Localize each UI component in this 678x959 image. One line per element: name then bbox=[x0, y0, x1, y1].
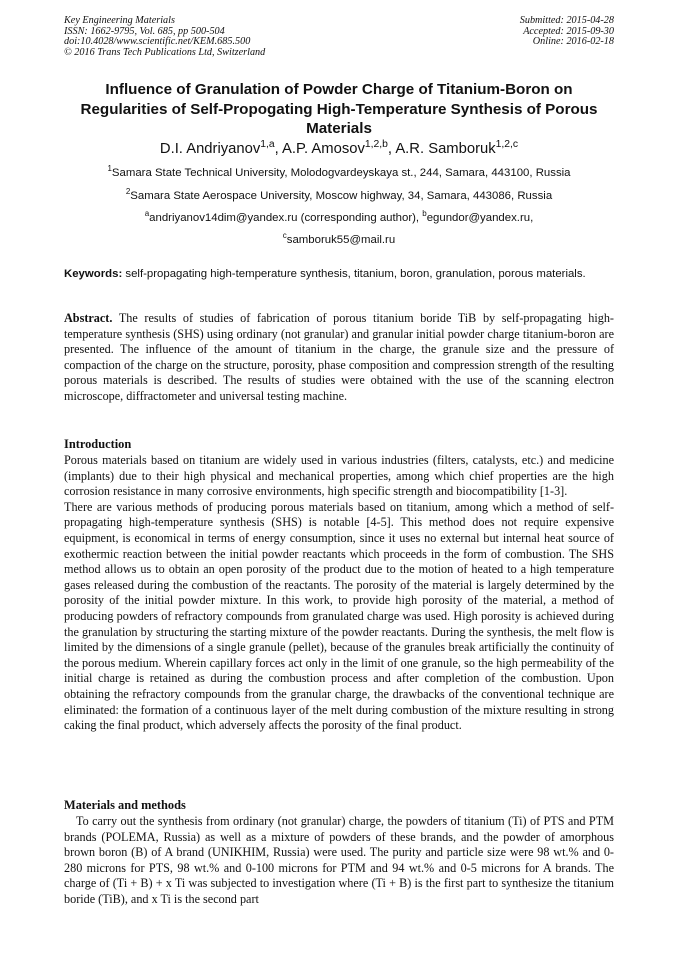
keywords-label: Keywords: bbox=[64, 268, 123, 280]
abstract-label: Abstract. bbox=[64, 311, 113, 325]
abstract-block bbox=[64, 311, 614, 405]
submitted-date: Submitted: 2015-04-28 bbox=[519, 15, 614, 26]
author-separator: , bbox=[274, 141, 283, 157]
abstract-text: The results of studies of fabrication of porous titanium boride TiB by self-propagating high-temperature synthesis (SHS) using ordinary (not granular) and granular initial powder charge titanium-boron are presented. The influence of the amount of titanium in the charge, the granule size and the pressure of compaction of the charge on the structure, porosity, phase composition and compression strength of the resulting porous materials is described. The results of studies were obtained with the use of the scanning electron microscope, diffractometer and universal testing machine. bbox=[64, 311, 614, 403]
introduction-body bbox=[64, 453, 614, 734]
affiliation-text: Samara State Technical University, Molodogvardeyskaya st., 244, Samara, 443100, Russia bbox=[111, 167, 571, 179]
email-marker: b bbox=[422, 209, 427, 219]
introduction-heading: Introduction bbox=[64, 437, 132, 451]
affiliation-marker: 2 bbox=[125, 187, 131, 197]
doi-line[interactable]: doi:10.4028/www.scientific.net/KEM.685.500 bbox=[64, 36, 251, 48]
author-name: A.R. Samboruk bbox=[395, 141, 496, 157]
copyright-line: © 2016 Trans Tech Publications Ltd, Switzerland bbox=[64, 46, 266, 58]
materials-paragraph: To carry out the synthesis from ordinary (not granular) charge, the powders of titanium (Ti) of PTS and PTM brands (POLEMA, Russia) as well as a mixture of powders of these brands, and the powder of amorphous brown boron (B) of A brand (UNIKHIM, Russia) were used. The purity and particle size were 98 wt.% and 0-280 microns for PTS, 98 wt.% and 0-100 microns for PTM and 94 wt.% and 0-5 microns for A brands. The charge of (Ti + B) + x Ti was subjected to investigation where (Ti + B) is the first part to synthesize the titanium boride (TiB), and x Ti is the second part bbox=[64, 814, 614, 906]
author-affiliation-marker: 1,2,c bbox=[495, 139, 519, 151]
email-a[interactable]: andriyanov14dim@yandex.ru (corresponding author), bbox=[149, 212, 423, 224]
author-list bbox=[64, 140, 614, 158]
introduction-paragraph: Porous materials based on titanium are widely used in various industries (filters, catalysts, etc.) and medicine (implants) due to their high physical and mechanical properties, among which chief properties are the high corrosion resistance in many corrosive environments, high specific strength and biocompatibility [1-3]. bbox=[64, 453, 614, 499]
affiliation-marker: 1 bbox=[107, 164, 112, 174]
journal-name: Key Engineering Materials bbox=[64, 15, 175, 26]
accepted-date: Accepted: 2015-09-30 bbox=[523, 25, 614, 37]
dates-info bbox=[520, 16, 614, 48]
author-name: D.I. Andriyanov bbox=[159, 141, 261, 157]
materials-heading: Materials and methods bbox=[64, 798, 186, 812]
introduction-paragraph: There are various methods of producing porous materials based on titanium, among which a method of self-propagating high-temperature synthesis (SHS) is notable [4-5]. This method does not require expensive equipment, is economical in terms of energy consumption, since it uses no external but internal heat source of exothermic reaction between the initial powder reactants which proceeds in the form of combustion. The SHS method allows us to obtain an open porosity of the product due to the motion of heated to a high temperature gases released during the combustion of the reactants. The porosity of the material is largely determined by the porosity of the initial powder mixture. In this work, to provide high porosity of the material, a method of producing powders of refractory compounds from granulated charge was used. High porosity is achieved during the granulation by structuring the starting mixture of the powder reactants. During the synthesis, the melt flow is limited by the dimensions of a single granule (pellet), because of the granules break artificially the continuity of the porous medium. Wherein capillary forces act only in the limit of one granule, so the high permeability of the initial charge is retained as during the combustion process and after completion of the combustion. Upon obtaining the refractory compounds from the granular charge, the drawbacks of the conventional technique are eliminated: the formation of a continuous layer of the melt during combustion of the mixture resulting in strong caking the final product, which adversely affects the porosity of the final product. bbox=[64, 499, 614, 733]
author-affiliation-marker: 1,2,b bbox=[364, 139, 388, 151]
email-line bbox=[64, 211, 614, 225]
issn-line: ISSN: 1662-9795, Vol. 685, pp 500-504 bbox=[64, 25, 225, 37]
affiliation-text: Samara State Aerospace University, Moscow highway, 34, Samara, 443086, Russia bbox=[130, 190, 553, 202]
email-b[interactable]: egundor@yandex.ru, bbox=[426, 212, 534, 224]
paper-title: Influence of Granulation of Powder Charge of Titanium-Boron on Regularities of Self-Propogating High-Temperature Synthesis of Porous Materials bbox=[80, 81, 598, 137]
email-marker: c bbox=[282, 231, 287, 241]
affiliation-2 bbox=[64, 189, 614, 203]
keywords-text: self-propagating high-temperature synthesis, titanium, boron, granulation, porous materials. bbox=[122, 268, 586, 280]
affiliation-1 bbox=[64, 166, 614, 180]
email-c[interactable]: samboruk55@mail.ru bbox=[286, 234, 396, 246]
author-separator: , bbox=[387, 141, 396, 157]
online-date: Online: 2016-02-18 bbox=[532, 36, 614, 48]
journal-info bbox=[64, 16, 265, 58]
keywords-block bbox=[64, 267, 614, 282]
author-affiliation-marker: 1,a bbox=[260, 139, 275, 151]
author-name: A.P. Amosov bbox=[282, 141, 365, 157]
email-marker: a bbox=[144, 209, 150, 219]
email-line-2 bbox=[64, 233, 614, 247]
